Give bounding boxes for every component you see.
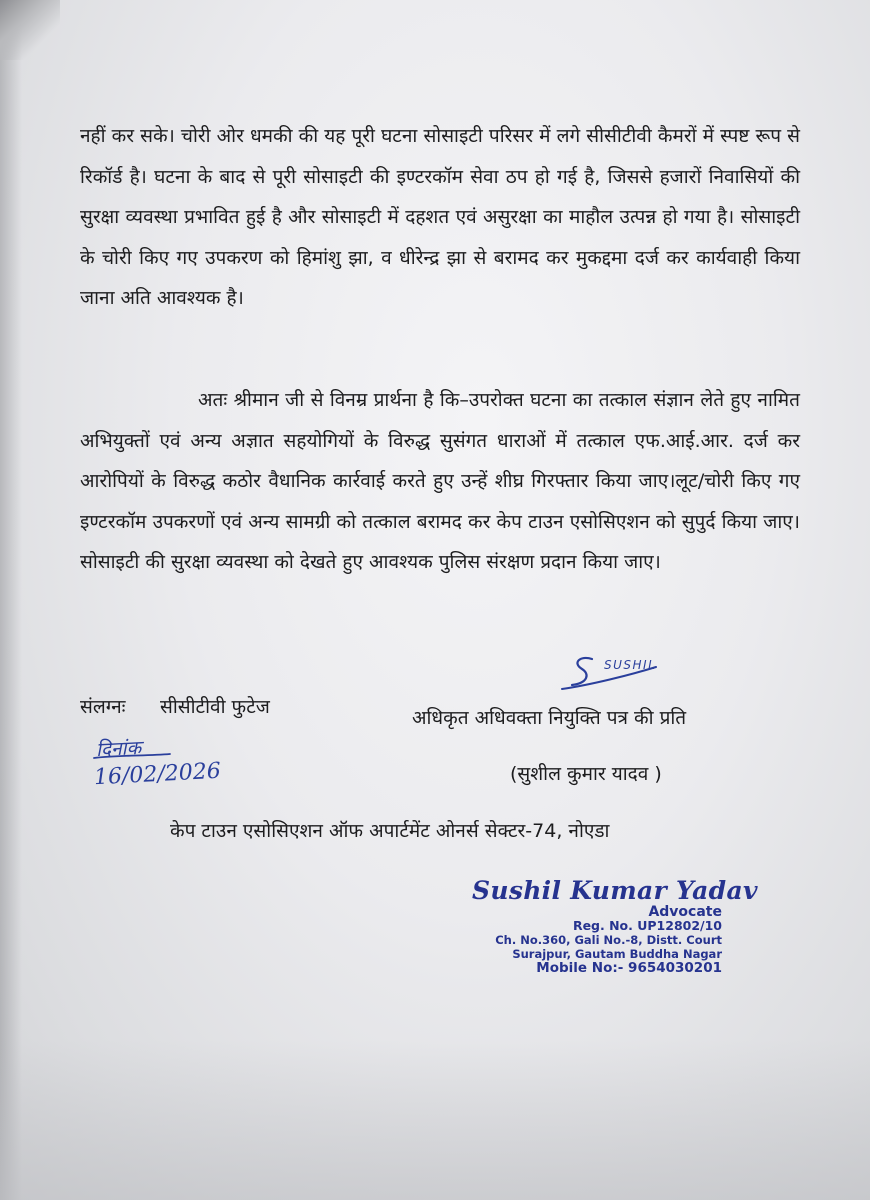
date-underline [92,752,172,762]
stamp-address: Surajpur, Gautam Buddha Nagar [512,947,722,961]
authorization-copy: अधिकृत अधिवक्ता नियुक्ति पत्र की प्रति [412,707,687,729]
page-edge-shadow [0,0,22,1200]
page-bottom-shade [0,1040,870,1200]
advocate-stamp [472,876,758,975]
handwritten-date-value: 16/02/2026 [93,758,222,791]
stamp-advocate-name: Sushil Kumar Yadav [472,876,758,905]
folded-corner-shadow [0,0,60,60]
letter-paragraph-1: नहीं कर सके। चोरी ओर धमकी की यह पूरी घटना सोसाइटी परिसर में लगे सीसीटीवी कैमरों में स्पष्ट रूप से रिकॉर्ड है। घटना के बाद से पूरी सोसाइटी की इण्टरकॉम सेवा ठप हो गई है, जिससे हजारों निवासियों की सुरक्षा व्यवस्था प्रभावित हुई है और सोसाइटी में दहशत एवं असुरक्षा का माहौल उत्पन्न हो गया है। सोसाइटी के चोरी किए गए उपकरण को हिमांशु झा, व धीरेन्द्र झा से बरामद कर मुकद्दमा दर्ज कर कार्यवाही किया जाना अति आवश्यक है। [80,125,800,309]
enclosure-label: संलग्नः [80,696,126,718]
handwritten-date-label: दिनांक [95,736,142,762]
stamp-registration: Reg. No. UP12802/10 [572,918,722,933]
handwritten-signature [560,645,690,693]
letter-paragraph-2: अतः श्रीमान जी से विनम्र प्रार्थना है कि–उपरोक्त घटना का तत्काल संज्ञान लेते हुए नामित अभियुक्तों एवं अन्य अज्ञात सहयोगियों के विरुद्ध सुसंगत धाराओं में तत्काल एफ.आई.आर. दर्ज कर आरोपियों के विरुद्ध कठोर वैधानिक कार्रवाई करते हुए उन्हें शीघ्र गिरफ्तार किया जाए।लूट/चोरी किए गए इण्टरकॉम उपकरणों एवं अन्य सामग्री को तत्काल बरामद कर केप टाउन एसोसिएशन को सुपुर्द किया जाए। सोसाइटी की सुरक्षा व्यवस्था को देखते हुए आवश्यक पुलिस संरक्षण प्रदान किया जाए। [80,389,800,573]
signatory-name: (सुशील कुमार यादव ) [510,763,662,785]
signature-text: SUSHIL [604,658,657,672]
stamp-title: Advocate [648,904,722,920]
organization-name: केप टाउन एसोसिएशन ऑफ अपार्टमेंट ओनर्स सेक्टर-74, नोएडा [170,820,610,842]
stamp-mobile: Mobile No:- 9654030201 [536,960,722,976]
enclosure-item: सीसीटीवी फुटेज [160,696,270,718]
stamp-chamber: Ch. No.360, Gali No.-8, Distt. Court [495,933,722,947]
